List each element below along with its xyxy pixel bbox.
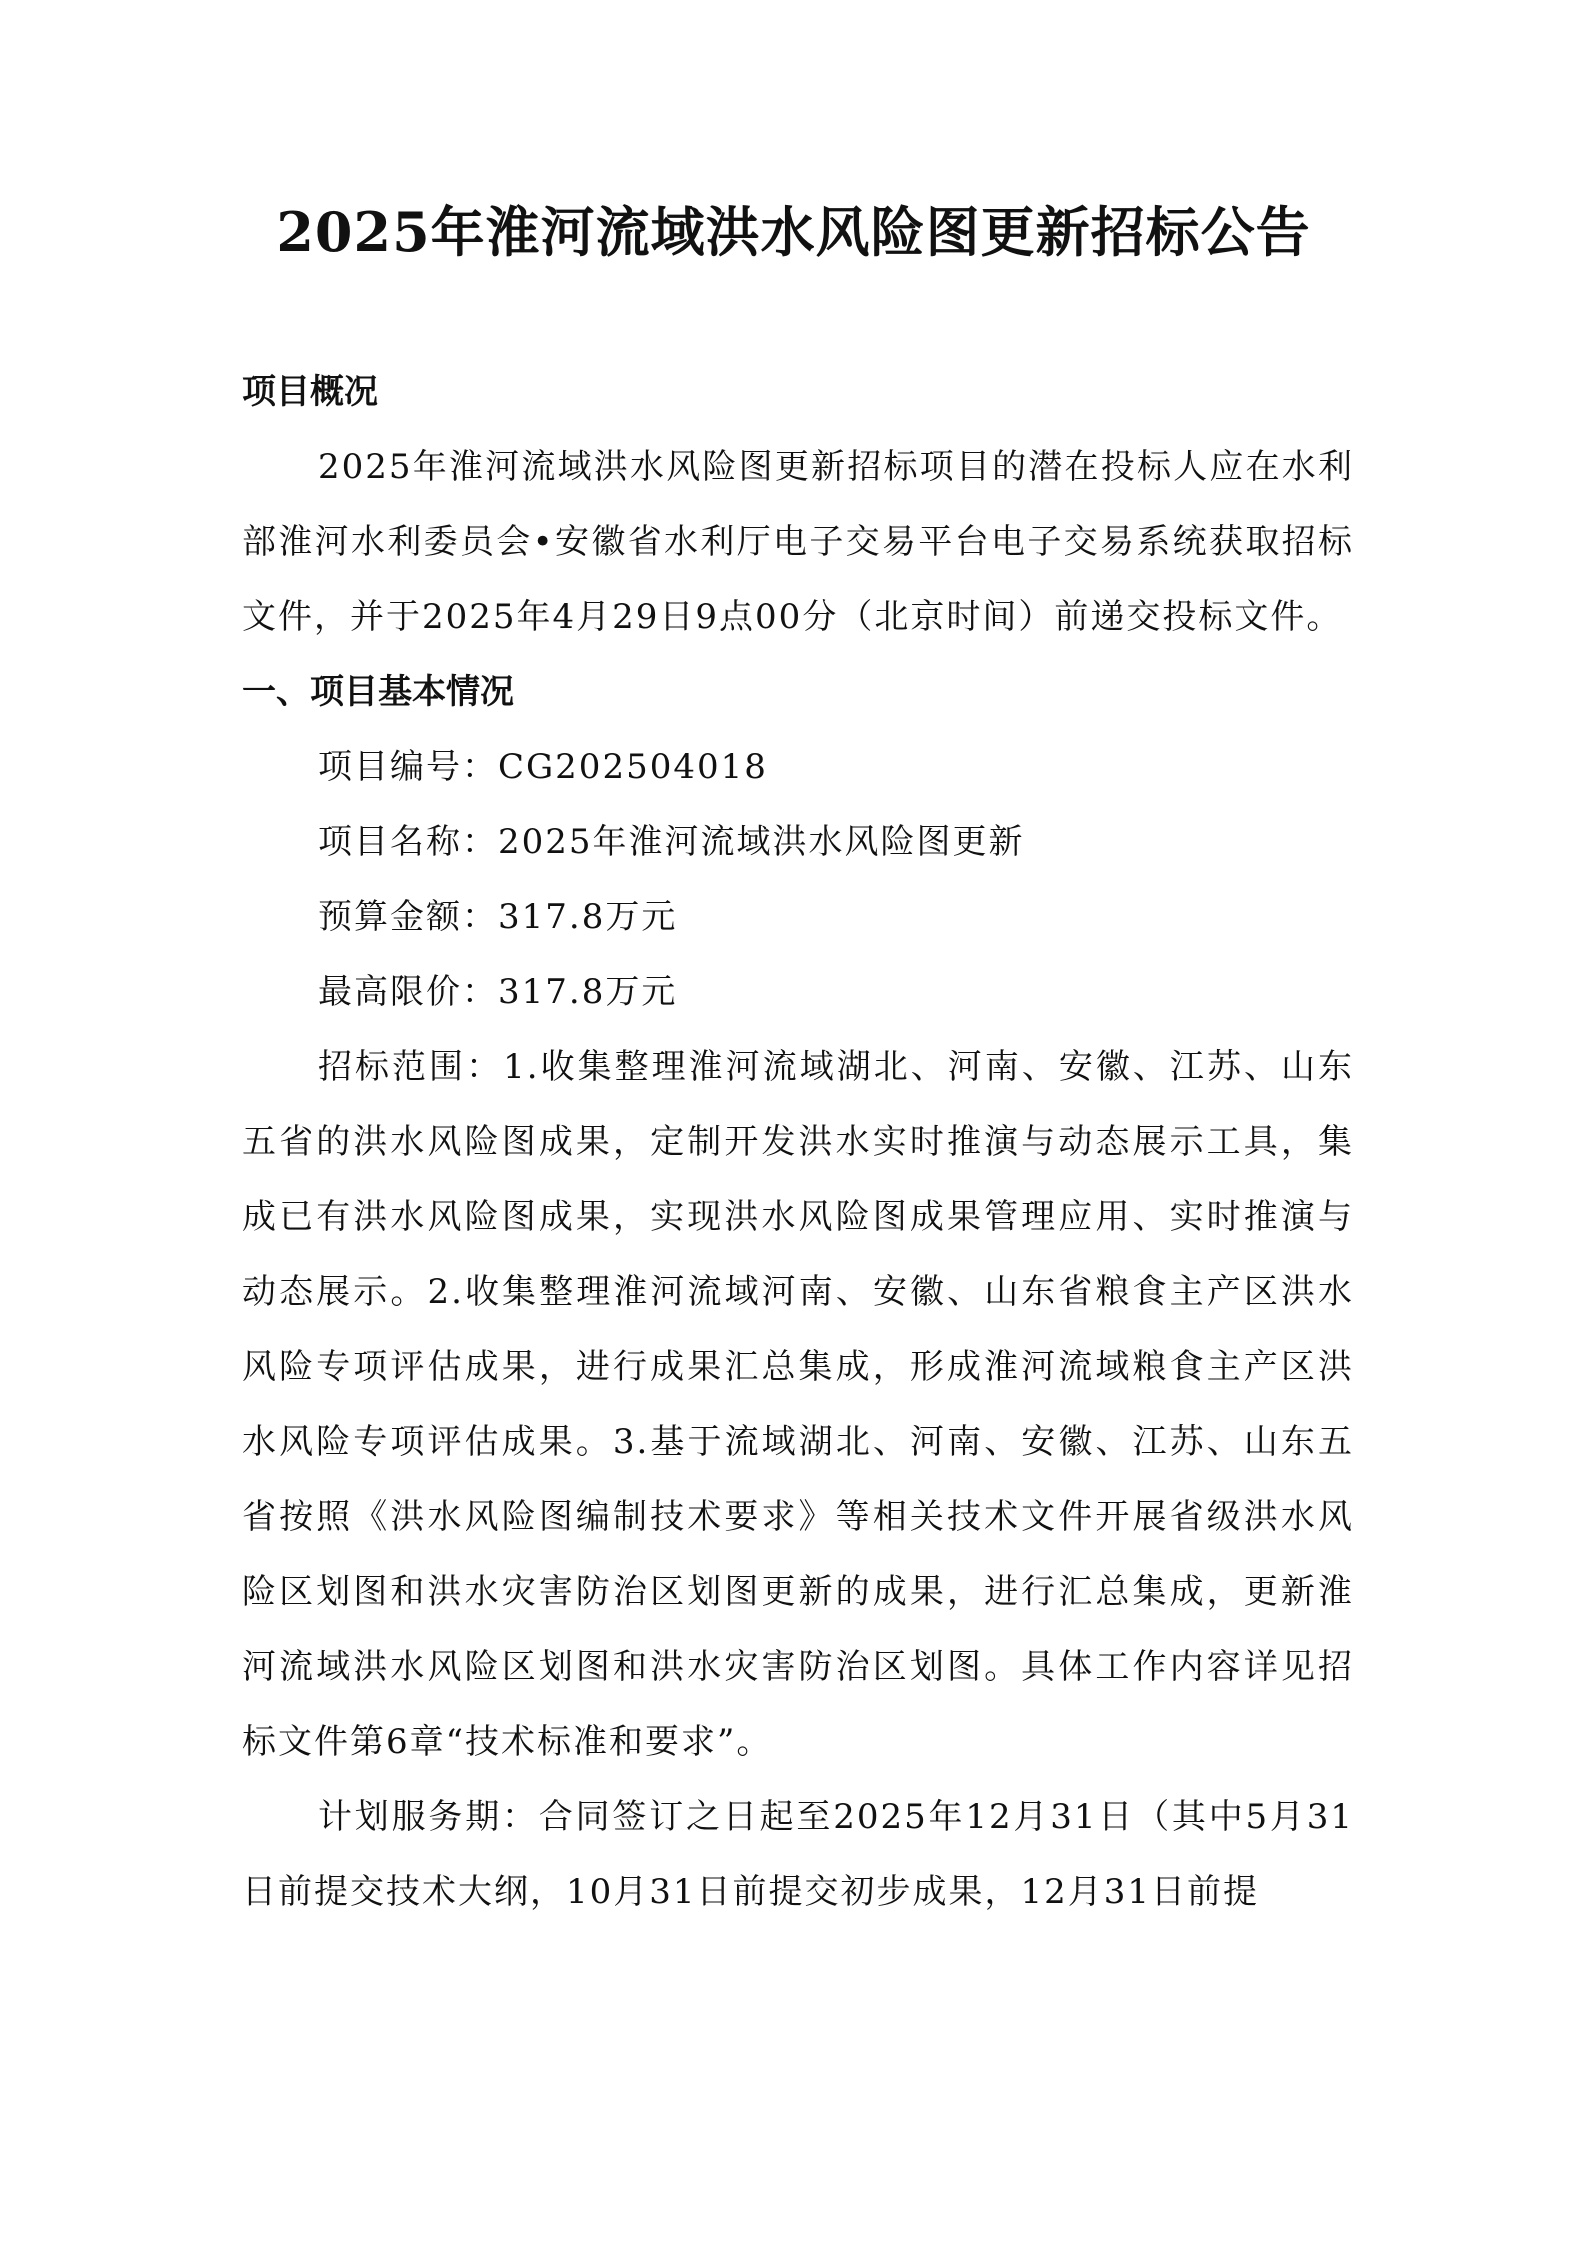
overview-heading: 项目概况 [242,372,378,412]
section-basic-info-heading: 一、项目基本情况 [242,672,514,712]
bid-scope-paragraph: 招标范围：1.收集整理淮河流域湖北、河南、安徽、江苏、山东五省的洪水风险图成果，定制开发洪水实时推演与动态展示工具，集成已有洪水风险图成果，实现洪水风险图成果管理应用、实时推演与动态展示。2.收集整理淮河流域河南、安徽、山东省粮食主产区洪水风险专项评估成果，进行成果汇总集成，形成淮河流域粮食主产区洪水风险专项评估成果。3.基于流域湖北、河南、安徽、江苏、山东五省按照《洪水风险图编制技术要求》等相关技术文件开展省级洪水风险区划图和洪水灾害防治区划图更新的成果，进行汇总集成，更新淮河流域洪水风险区划图和洪水灾害防治区划图。具体工作内容详见招标文件第6章“技术标准和要求”。 [242,1047,1354,1762]
max-price: 最高限价：317.8万元 [318,972,678,1012]
service-period-paragraph: 计划服务期：合同签订之日起至2025年12月31日（其中5月31日前提交技术大纲，10月31日前提交初步成果，12月31日前提 [242,1797,1354,1912]
document-body [242,355,1354,1930]
project-name: 项目名称：2025年淮河流域洪水风险图更新 [318,822,1025,862]
document-title: 2025年淮河流域洪水风险图更新招标公告 [276,200,1311,264]
overview-paragraph: 2025年淮河流域洪水风险图更新招标项目的潜在投标人应在水利部淮河水利委员会•安徽省水利厅电子交易平台电子交易系统获取招标文件，并于2025年4月29日9点00分（北京时间）前递交投标文件。 [242,447,1354,637]
budget-amount: 预算金额：317.8万元 [318,897,678,937]
project-number: 项目编号：CG202504018 [318,747,768,787]
